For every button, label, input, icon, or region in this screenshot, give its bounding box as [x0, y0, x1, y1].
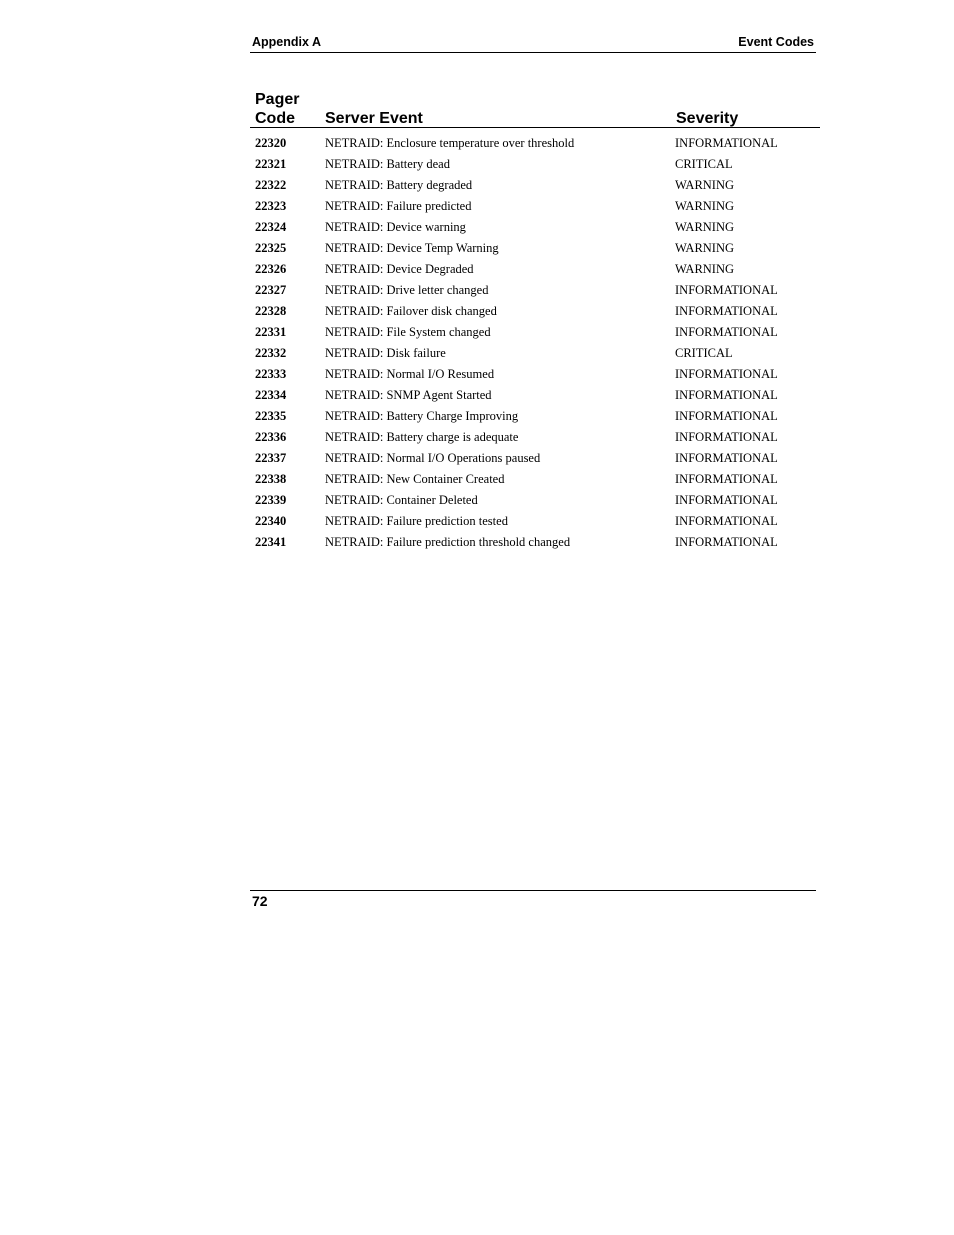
pager-code-cell: 22322	[255, 178, 287, 192]
severity-cell: CRITICAL	[675, 346, 733, 360]
server-event-cell: NETRAID: Drive letter changed	[325, 283, 489, 297]
table-row	[250, 469, 820, 490]
table-row	[250, 154, 820, 175]
table-row	[250, 406, 820, 427]
page-number: 72	[252, 893, 268, 909]
pager-code-cell: 22326	[255, 262, 287, 276]
severity-cell: WARNING	[675, 262, 735, 276]
pager-code-cell: 22332	[255, 346, 287, 360]
server-event-cell: NETRAID: Battery charge is adequate	[325, 430, 519, 444]
server-event-cell: NETRAID: Failure prediction threshold changed	[325, 535, 571, 549]
pager-code-cell: 22341	[255, 535, 287, 549]
pager-code-cell: 22323	[255, 199, 287, 213]
header-divider	[250, 127, 820, 128]
severity-cell: INFORMATIONAL	[675, 472, 778, 486]
server-event-cell: NETRAID: Disk failure	[325, 346, 446, 360]
table-row	[250, 301, 820, 322]
pager-code-cell: 22320	[255, 136, 287, 150]
server-event-cell: NETRAID: Battery Charge Improving	[325, 409, 519, 423]
severity-cell: INFORMATIONAL	[675, 388, 778, 402]
column-header-pager-line1: Pager	[255, 91, 300, 108]
header-appendix-label: Appendix A	[252, 35, 321, 49]
server-event-cell: NETRAID: Normal I/O Operations paused	[325, 451, 541, 465]
table-row	[250, 448, 820, 469]
severity-cell: INFORMATIONAL	[675, 451, 778, 465]
page-footer	[250, 890, 816, 909]
severity-cell: WARNING	[675, 241, 735, 255]
server-event-cell: NETRAID: Failure prediction tested	[325, 514, 508, 528]
severity-cell: INFORMATIONAL	[675, 514, 778, 528]
severity-cell: INFORMATIONAL	[675, 283, 778, 297]
pager-code-cell: 22338	[255, 472, 287, 486]
pager-code-cell: 22335	[255, 409, 287, 423]
server-event-cell: NETRAID: Enclosure temperature over threshold	[325, 136, 575, 150]
table-row	[250, 511, 820, 532]
pager-code-cell: 22336	[255, 430, 287, 444]
pager-code-cell: 22331	[255, 325, 287, 339]
table-row	[250, 280, 820, 301]
severity-cell: WARNING	[675, 220, 735, 234]
pager-code-cell: 22337	[255, 451, 287, 465]
server-event-cell: NETRAID: Device Degraded	[325, 262, 474, 276]
server-event-cell: NETRAID: Device warning	[325, 220, 466, 234]
server-event-cell: NETRAID: SNMP Agent Started	[325, 388, 492, 402]
table-row	[250, 259, 820, 280]
table-body	[250, 133, 820, 553]
pager-code-cell: 22334	[255, 388, 287, 402]
pager-code-cell: 22339	[255, 493, 287, 507]
pager-code-cell: 22325	[255, 241, 287, 255]
table-row	[250, 133, 820, 154]
severity-cell: CRITICAL	[675, 157, 733, 171]
table-row	[250, 364, 820, 385]
header-section-title: Event Codes	[738, 35, 814, 49]
table-row	[250, 385, 820, 406]
table-row	[250, 196, 820, 217]
table-row	[250, 490, 820, 511]
column-header-pager-line2: Code	[255, 110, 295, 127]
severity-cell: INFORMATIONAL	[675, 367, 778, 381]
server-event-cell: NETRAID: New Container Created	[325, 472, 505, 486]
server-event-cell: NETRAID: Failure predicted	[325, 199, 472, 213]
table-row	[250, 238, 820, 259]
severity-cell: INFORMATIONAL	[675, 430, 778, 444]
table-row	[250, 427, 820, 448]
page-header	[250, 33, 816, 53]
server-event-cell: NETRAID: File System changed	[325, 325, 491, 339]
table-row	[250, 322, 820, 343]
severity-cell: INFORMATIONAL	[675, 535, 778, 549]
severity-cell: WARNING	[675, 199, 735, 213]
column-header-severity: Severity	[676, 110, 739, 127]
server-event-cell: NETRAID: Battery dead	[325, 157, 450, 171]
pager-code-cell: 22333	[255, 367, 287, 381]
severity-cell: INFORMATIONAL	[675, 325, 778, 339]
table-row	[250, 217, 820, 238]
table-row	[250, 532, 820, 553]
pager-code-cell: 22321	[255, 157, 287, 171]
server-event-cell: NETRAID: Normal I/O Resumed	[325, 367, 495, 381]
severity-cell: INFORMATIONAL	[675, 409, 778, 423]
table-row	[250, 343, 820, 364]
server-event-cell: NETRAID: Device Temp Warning	[325, 241, 499, 255]
severity-cell: WARNING	[675, 178, 735, 192]
severity-cell: INFORMATIONAL	[675, 493, 778, 507]
table-row	[250, 175, 820, 196]
column-header-pager-code	[255, 90, 299, 128]
pager-code-cell: 22328	[255, 304, 287, 318]
column-header-server-event: Server Event	[325, 110, 423, 127]
pager-code-cell: 22340	[255, 514, 287, 528]
server-event-cell: NETRAID: Battery degraded	[325, 178, 473, 192]
pager-code-cell: 22324	[255, 220, 287, 234]
severity-cell: INFORMATIONAL	[675, 136, 778, 150]
server-event-cell: NETRAID: Failover disk changed	[325, 304, 497, 318]
severity-cell: INFORMATIONAL	[675, 304, 778, 318]
server-event-cell: NETRAID: Container Deleted	[325, 493, 478, 507]
pager-code-cell: 22327	[255, 283, 287, 297]
